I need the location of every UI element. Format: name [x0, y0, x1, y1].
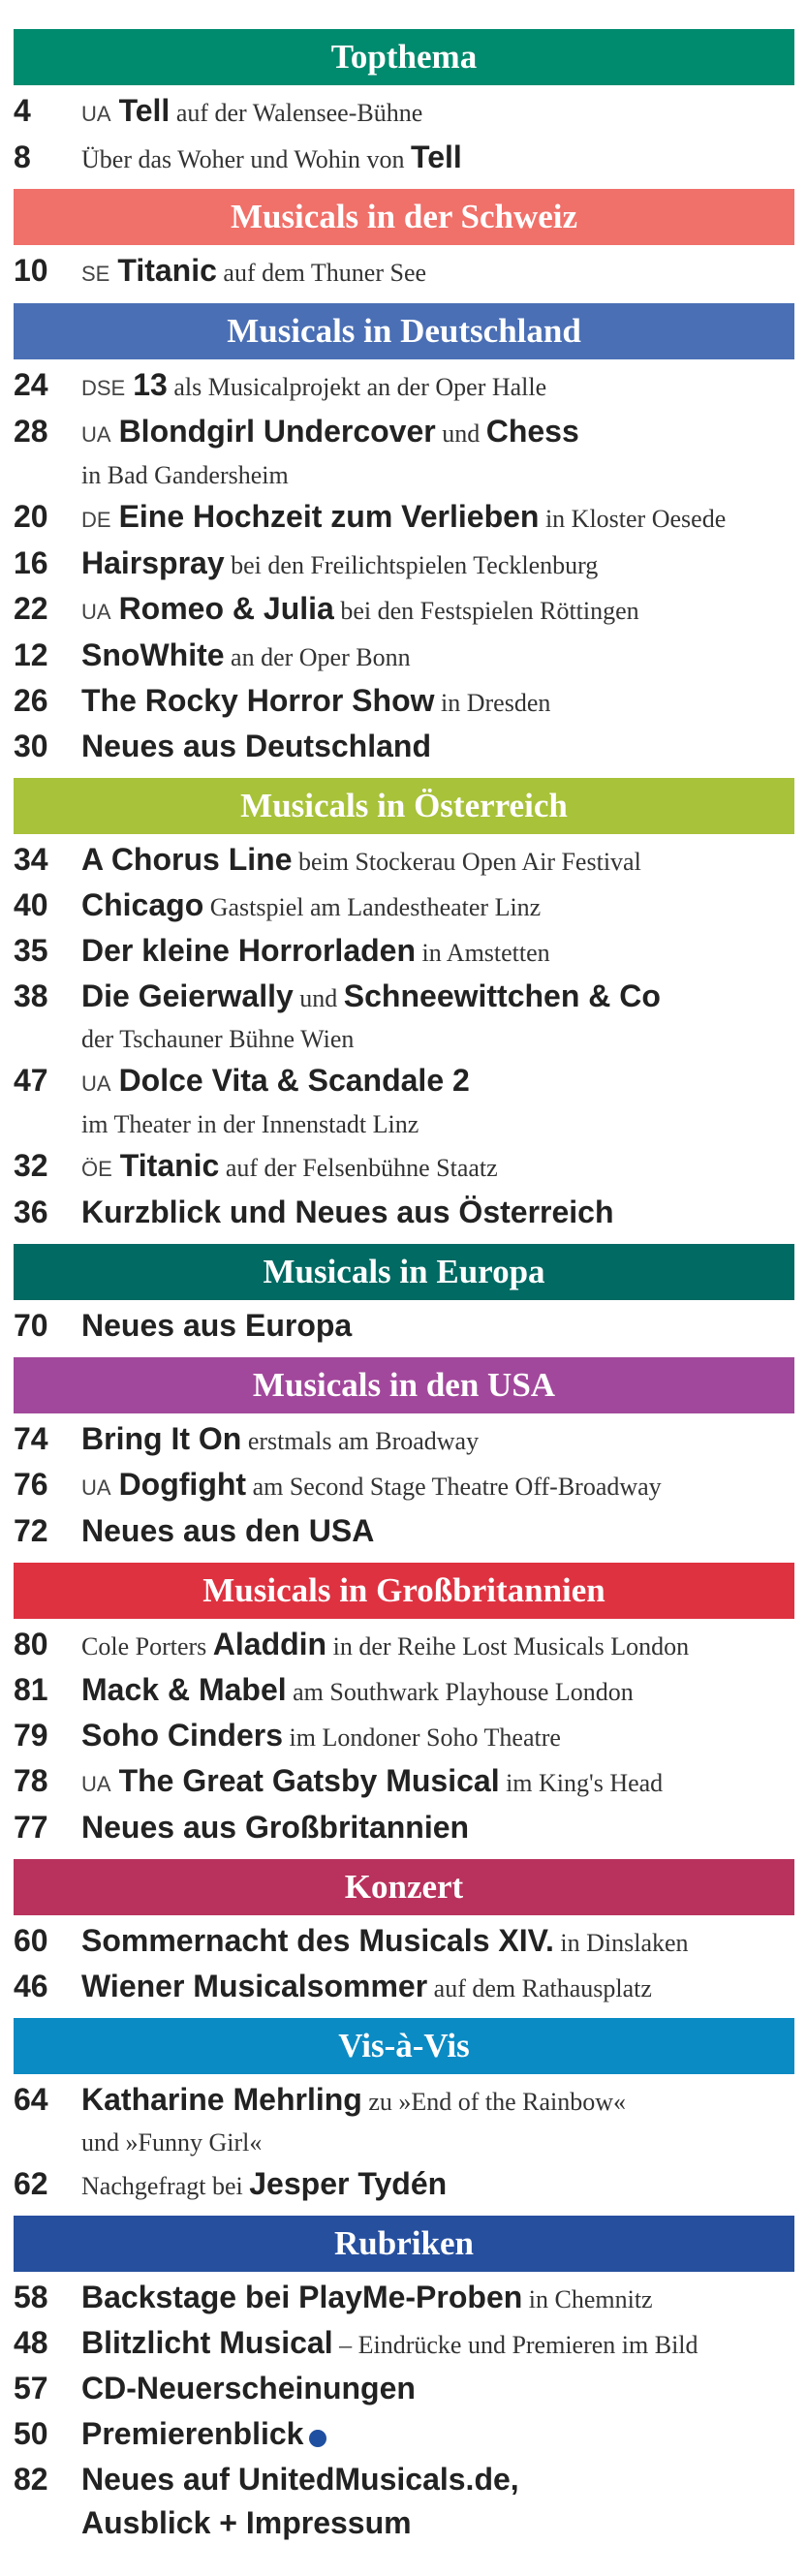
- entry-title: Die Geierwally und Schneewittchen & Co der Tschauner Bühne Wien: [81, 975, 794, 1059]
- page-number: 40: [14, 887, 48, 922]
- toc-entry[interactable]: [14, 136, 794, 181]
- toc-entry[interactable]: [14, 975, 794, 1059]
- premiere-tag: ÖE: [81, 1157, 112, 1181]
- entry-title: Neues aus Europa: [81, 1308, 353, 1343]
- section-header: Musicals in Europa: [14, 1244, 794, 1300]
- toc-entry[interactable]: [14, 679, 794, 725]
- entry-title: Neues aus den USA: [81, 1513, 375, 1548]
- entry-title: SnoWhite an der Oper Bonn: [81, 637, 411, 672]
- entry-title: The Rocky Horror Show in Dresden: [81, 683, 551, 718]
- section-header: Topthema: [14, 29, 794, 85]
- toc-entry[interactable]: [14, 1417, 794, 1463]
- page-number: 32: [14, 1148, 48, 1183]
- entry-continuation: im Theater in der Innenstadt Linz: [81, 1110, 419, 1138]
- entry-title: UA Blondgirl Undercover und Chess in Bad Gandersheim: [81, 410, 794, 495]
- entry-title: ÖE Titanic auf der Felsenbühne Staatz: [81, 1148, 498, 1183]
- page-number: 8: [14, 140, 31, 174]
- toc-entry[interactable]: [14, 2321, 794, 2367]
- section-header: Musicals in Österreich: [14, 778, 794, 834]
- page-number: 16: [14, 545, 48, 580]
- entry-title: DE Eine Hochzeit zum Verlieben in Kloster Oesede: [81, 499, 727, 534]
- entry-title: Cole Porters Aladdin in der Reihe Lost Musicals London: [81, 1627, 690, 1661]
- toc-entry[interactable]: [14, 1668, 794, 1714]
- page-number: 74: [14, 1421, 48, 1456]
- entry-title: Über das Woher und Wohin von Tell: [81, 140, 462, 174]
- premiere-tag: DE: [81, 508, 111, 532]
- entry-title: Soho Cinders im Londoner Soho Theatre: [81, 1718, 561, 1753]
- premiere-tag: SE: [81, 262, 110, 286]
- premiere-tag: DSE: [81, 376, 126, 400]
- toc-entry[interactable]: [14, 2367, 794, 2412]
- toc-entry[interactable]: [14, 725, 794, 770]
- entry-title: SE Titanic auf dem Thuner See: [81, 253, 427, 288]
- premiere-tag: UA: [81, 1475, 111, 1500]
- page-number: 77: [14, 1810, 48, 1845]
- entry-title: UA Tell auf der Walensee-Bühne: [81, 93, 423, 128]
- page-number: 81: [14, 1672, 48, 1707]
- section-header: Musicals in Deutschland: [14, 303, 794, 359]
- entry-title: Backstage bei PlayMe-Proben in Chemnitz: [81, 2280, 653, 2314]
- entry-title: CD-Neuerscheinungen: [81, 2371, 416, 2405]
- toc-entry[interactable]: [14, 1919, 794, 1965]
- toc-entry[interactable]: [14, 249, 794, 295]
- toc-entry[interactable]: [14, 363, 794, 410]
- entry-title: Der kleine Horrorladen in Amstetten: [81, 933, 550, 968]
- page-number: 62: [14, 2166, 48, 2201]
- toc-entry[interactable]: [14, 1144, 794, 1191]
- entry-title: Neues aus Deutschland: [81, 729, 431, 763]
- entry-continuation: der Tschauner Bühne Wien: [81, 1025, 355, 1053]
- toc-entry[interactable]: [14, 410, 794, 495]
- page-number: 70: [14, 1308, 48, 1343]
- page-number: 26: [14, 683, 48, 718]
- table-of-contents: [14, 21, 794, 2545]
- toc-entry[interactable]: [14, 2162, 794, 2208]
- page-number: 36: [14, 1195, 48, 1229]
- toc-entry[interactable]: [14, 1965, 794, 2010]
- section-header: Musicals in Großbritannien: [14, 1563, 794, 1619]
- entry-title: Bring It On erstmals am Broadway: [81, 1421, 480, 1456]
- toc-entry[interactable]: [14, 1714, 794, 1759]
- toc-entry[interactable]: [14, 929, 794, 975]
- page-number: 22: [14, 591, 48, 626]
- toc-entry[interactable]: [14, 495, 794, 542]
- entry-title: Neues aus Großbritannien: [81, 1810, 470, 1845]
- entry-title: Hairspray bei den Freilichtspielen Tecklenburg: [81, 545, 599, 580]
- toc-entry[interactable]: [14, 1806, 794, 1851]
- toc-entry[interactable]: [14, 2276, 794, 2321]
- toc-entry[interactable]: [14, 2458, 794, 2545]
- premiere-tag: UA: [81, 1772, 111, 1796]
- premiere-tag: UA: [81, 102, 111, 126]
- page-number: 72: [14, 1513, 48, 1548]
- entry-title: Nachgefragt bei Jesper Tydén: [81, 2166, 448, 2201]
- page-number: 79: [14, 1718, 48, 1753]
- page-number: 48: [14, 2325, 48, 2360]
- page-number: 20: [14, 499, 48, 534]
- toc-entry[interactable]: [14, 1059, 794, 1144]
- page-number: 57: [14, 2371, 48, 2405]
- entry-title: Chicago Gastspiel am Landestheater Linz: [81, 887, 542, 922]
- entry-title: Sommernacht des Musicals XIV. in Dinslaken: [81, 1923, 689, 1958]
- entry-title: A Chorus Line beim Stockerau Open Air Festival: [81, 842, 641, 877]
- toc-entry[interactable]: [14, 1463, 794, 1509]
- page-number: 60: [14, 1923, 48, 1958]
- entry-title: Neues auf UnitedMusicals.de, Ausblick + Impressum: [81, 2458, 794, 2545]
- page-number: 76: [14, 1467, 48, 1502]
- entry-title: UA Dolce Vita & Scandale 2 im Theater in der Innenstadt Linz: [81, 1059, 794, 1144]
- section-header: Rubriken: [14, 2216, 794, 2272]
- page-number: 28: [14, 414, 48, 449]
- toc-entry[interactable]: [14, 2412, 794, 2458]
- section-header: Musicals in den USA: [14, 1357, 794, 1413]
- page-number: 58: [14, 2280, 48, 2314]
- toc-entry[interactable]: [14, 587, 794, 634]
- section-header: Konzert: [14, 1859, 794, 1915]
- entry-title: Premierenblick: [81, 2412, 794, 2458]
- toc-entry[interactable]: [14, 1191, 794, 1236]
- toc-entry[interactable]: [14, 89, 794, 136]
- toc-entry[interactable]: [14, 884, 794, 929]
- page-number: 64: [14, 2082, 48, 2117]
- entry-title: Wiener Musicalsommer auf dem Rathausplatz: [81, 1969, 652, 2003]
- page-number: 10: [14, 253, 48, 288]
- toc-entry[interactable]: [14, 1509, 794, 1555]
- page-number: 47: [14, 1063, 48, 1098]
- page-number: 80: [14, 1627, 48, 1661]
- page-number: 50: [14, 2416, 48, 2451]
- page-number: 38: [14, 978, 48, 1013]
- page-number: 35: [14, 933, 48, 968]
- page-number: 34: [14, 842, 48, 877]
- entry-continuation: in Bad Gandersheim: [81, 461, 289, 489]
- toc-entry[interactable]: [14, 1623, 794, 1668]
- entry-title: Katharine Mehrling zu »End of the Rainbow« und »Funny Girl«: [81, 2078, 794, 2162]
- premiere-tag: UA: [81, 600, 111, 624]
- page-number: 24: [14, 367, 48, 402]
- page-number: 12: [14, 637, 48, 672]
- premiere-tag: UA: [81, 1071, 111, 1096]
- toc-entry[interactable]: [14, 838, 794, 884]
- toc-entry[interactable]: [14, 1304, 794, 1350]
- toc-entry[interactable]: [14, 542, 794, 587]
- premiere-tag: UA: [81, 422, 111, 447]
- entry-title: Mack & Mabel am Southwark Playhouse London: [81, 1672, 634, 1707]
- section-header: Vis-à-Vis: [14, 2018, 794, 2074]
- bullet-dot-icon: [309, 2430, 326, 2447]
- page-number: 78: [14, 1763, 48, 1798]
- toc-entry[interactable]: [14, 2078, 794, 2162]
- entry-continuation: Ausblick + Impressum: [81, 2505, 412, 2540]
- entry-title: UA Romeo & Julia bei den Festspielen Röttingen: [81, 591, 639, 626]
- entry-title: UA The Great Gatsby Musical im King's Head: [81, 1763, 664, 1798]
- entry-title: Kurzblick und Neues aus Österreich: [81, 1195, 614, 1229]
- entry-title: DSE 13 als Musicalprojekt an der Oper Halle: [81, 367, 547, 402]
- page-number: 4: [14, 93, 31, 128]
- section-header: Musicals in der Schweiz: [14, 189, 794, 245]
- page-number: 46: [14, 1969, 48, 2003]
- toc-entry[interactable]: [14, 634, 794, 679]
- entry-title: UA Dogfight am Second Stage Theatre Off-Broadway: [81, 1467, 662, 1502]
- toc-entry[interactable]: [14, 1759, 794, 1806]
- entry-continuation: und »Funny Girl«: [81, 2128, 263, 2157]
- page-number: 30: [14, 729, 48, 763]
- entry-title: Blitzlicht Musical – Eindrücke und Premieren im Bild: [81, 2325, 698, 2360]
- page-number: 82: [14, 2462, 48, 2497]
